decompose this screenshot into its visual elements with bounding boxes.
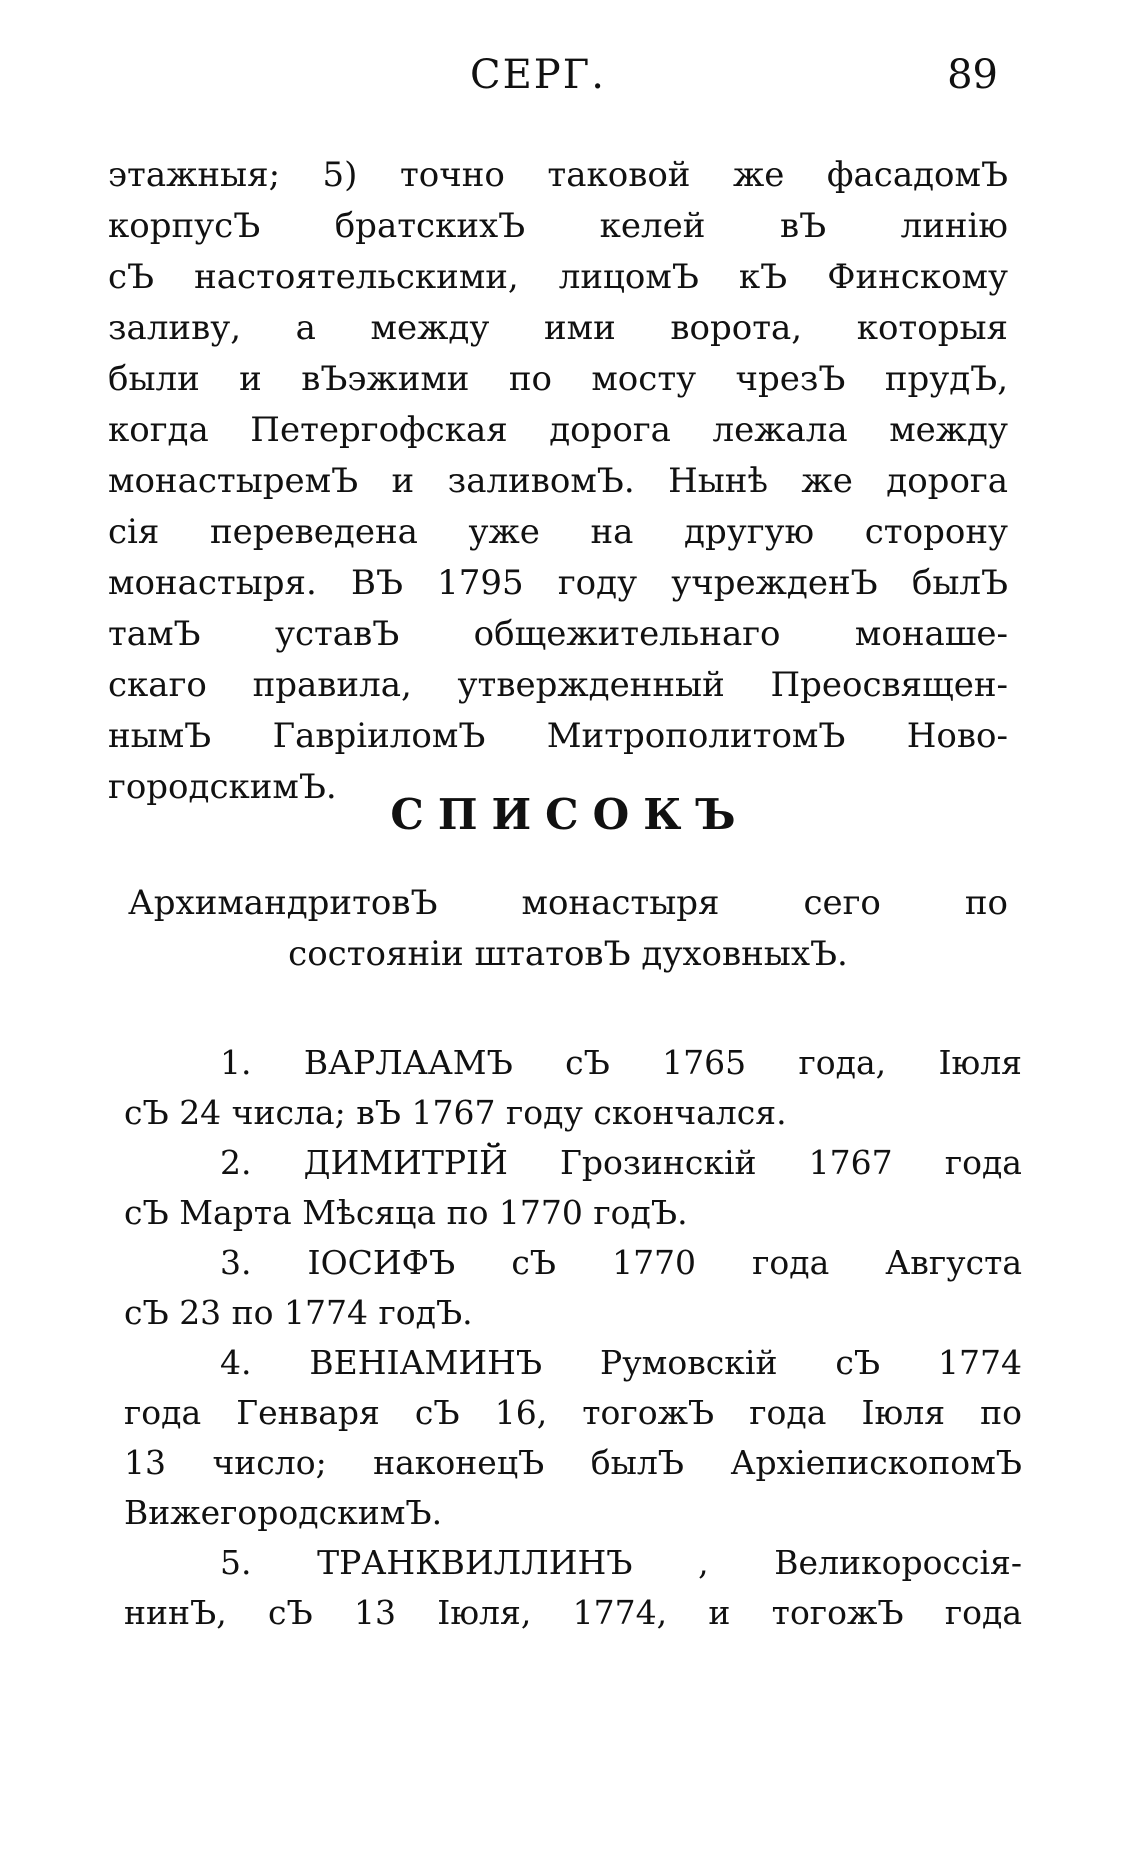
entry-line: 4. ВЕНІАМИНЪ Румовскій сЪ 1774 xyxy=(220,1343,1022,1382)
entry-line: нинЪ, сЪ 13 Іюля, 1774, и тогожЪ года xyxy=(124,1593,1022,1632)
list-entry xyxy=(124,1238,1022,1338)
entry-line: 1. ВАРЛААМЪ сЪ 1765 года, Іюля xyxy=(220,1043,1022,1082)
list-entry xyxy=(124,1538,1022,1638)
entry-line: ВижегородскимЪ. xyxy=(124,1493,443,1532)
list-entry xyxy=(124,1138,1022,1238)
text-line: монастыремЪ и заливомЪ. Нынѣ же дорога xyxy=(108,461,1008,501)
running-head: СЕРГ. xyxy=(470,52,606,98)
text-line: нымЪ ГавріиломЪ МитрополитомЪ Ново- xyxy=(108,716,1008,756)
page-header xyxy=(110,52,1010,112)
subtitle-line: АрхимандритовЪ монастыря сего по xyxy=(128,883,1008,923)
list-entry xyxy=(124,1038,1022,1138)
text-line: монастыря. ВЪ 1795 году учрежденЪ былЪ xyxy=(108,563,1008,603)
text-line: когда Петергофская дорога лежала между xyxy=(108,410,1008,450)
page-number: 89 xyxy=(947,52,998,98)
entry-line: 2. ДИМИТРІЙ Грозинскій 1767 года xyxy=(220,1143,1022,1182)
text-line: скаго правила, утвержденный Преосвящен- xyxy=(108,665,1008,705)
archimandrite-list xyxy=(124,1038,1022,1638)
entry-line: сЪ 23 по 1774 годЪ. xyxy=(124,1293,473,1332)
subtitle-line: состояніи штатовЪ духовныхЪ. xyxy=(288,934,848,974)
entry-line: 3. ІОСИФЪ сЪ 1770 года Августа xyxy=(220,1243,1022,1282)
text-line: тамЪ уставЪ общежительнаго монаше- xyxy=(108,614,1008,654)
text-line: сЪ настоятельскими, лицомЪ кЪ Финскому xyxy=(108,257,1008,297)
list-title: СПИСОКЪ xyxy=(390,790,750,839)
text-line: сія переведена уже на другую сторону xyxy=(108,512,1008,552)
list-entry xyxy=(124,1338,1022,1538)
entry-line: сЪ Марта Мѣсяца по 1770 годЪ. xyxy=(124,1193,688,1232)
list-subtitle xyxy=(128,878,1008,980)
text-line: заливу, а между ими ворота, которыя xyxy=(108,308,1008,348)
text-line: были и вЪэжими по мосту чрезЪ прудЪ, xyxy=(108,359,1008,399)
entry-line: 13 число; наконецЪ былЪ АрхіепископомЪ xyxy=(124,1443,1022,1482)
text-line: корпусЪ братскихЪ келей вЪ линію xyxy=(108,206,1008,246)
text-line: городскимЪ. xyxy=(108,767,337,807)
body-paragraph xyxy=(108,150,1008,813)
entry-line: года Генваря сЪ 16, тогожЪ года Іюля по xyxy=(124,1393,1022,1432)
text-line: этажныя; 5) точно таковой же фасадомЪ xyxy=(108,155,1008,195)
entry-line: сЪ 24 числа; вЪ 1767 году скончался. xyxy=(124,1093,787,1132)
entry-line: 5. ТРАНКВИЛЛИНЪ , Великороссія- xyxy=(220,1543,1022,1582)
